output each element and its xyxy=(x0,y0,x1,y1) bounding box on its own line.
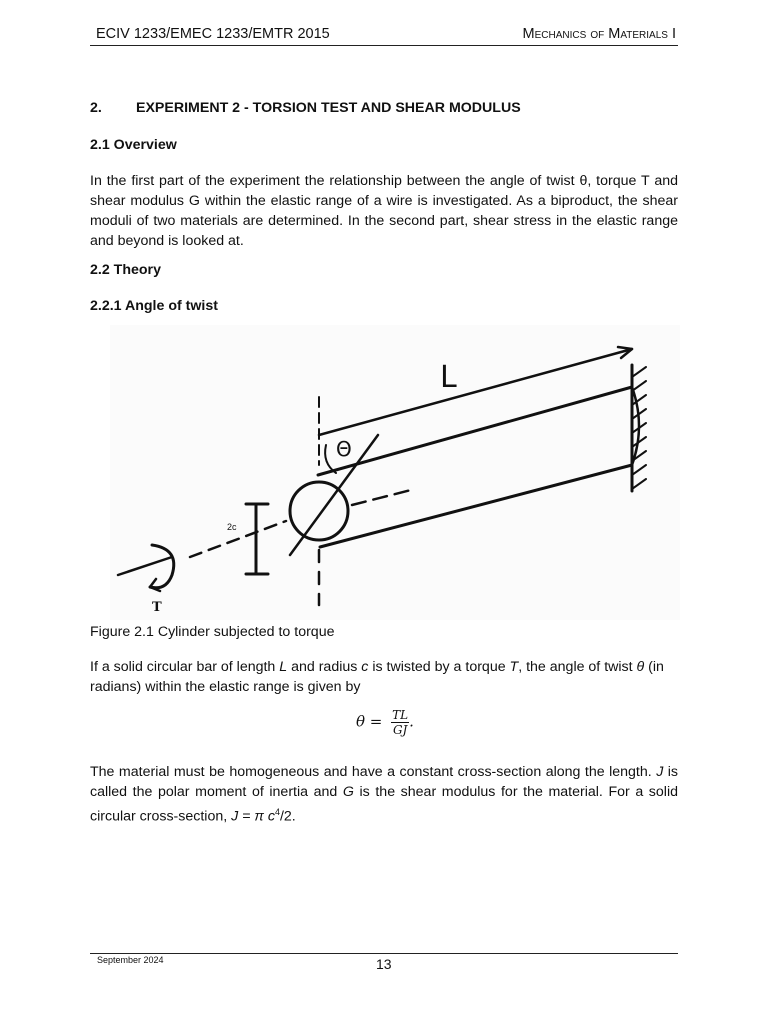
figure-background xyxy=(110,325,680,620)
equation-denominator: GJ xyxy=(392,723,408,737)
body-paragraph-1: If a solid circular bar of length L and radius c is twisted by a torque T, the angle of twist θ (in radians) within the elastic range is given by xyxy=(90,659,664,695)
equation-end: . xyxy=(409,712,414,731)
overview-heading: 2.1 Overview xyxy=(90,137,177,153)
angle-of-twist-equation xyxy=(356,708,414,737)
equation-lhs: θ = xyxy=(356,712,383,731)
page-number: 13 xyxy=(376,956,392,972)
angle-of-twist-heading: 2.2.1 Angle of twist xyxy=(90,298,218,314)
body-paragraph-2: The material must be homogeneous and have a constant cross-section along the length. J is called the polar moment of inertia and G is the shear modulus for the material. For a solid circular cross-section, J = π $c^4/2$. xyxy=(90,764,679,825)
angle-label: Θ xyxy=(336,437,352,461)
header-course-codes: ECIV 1233/EMEC 1233/EMTR 2015 xyxy=(96,26,330,42)
footer-divider xyxy=(90,953,678,954)
overview-paragraph: In the first part of the experiment the relationship between the angle of twist θ, torque T and shear modulus G within the elastic range of a wire is investigated. As a biproduct, the shear moduli of two materials are determined. In the second part, shear stress in the elastic range and beyond is looked at. xyxy=(90,173,678,249)
footer-date: September 2024 xyxy=(97,955,164,965)
diameter-label: 2c xyxy=(227,522,237,532)
section-number: 2. xyxy=(90,100,102,116)
section-title-text: EXPERIMENT 2 - TORSION TEST AND SHEAR MODULUS xyxy=(136,100,521,116)
torque-label: T xyxy=(152,600,162,615)
figure-caption: Figure 2.1 Cylinder subjected to torque xyxy=(90,624,335,640)
equation-numerator: TL xyxy=(392,708,409,722)
length-label: L xyxy=(440,360,457,395)
section-title xyxy=(90,100,521,116)
equation-fraction xyxy=(391,708,409,737)
header-divider xyxy=(90,45,678,46)
torsion-cylinder-figure xyxy=(110,325,680,620)
header-course-title: Mechanics of Materials I xyxy=(522,26,676,42)
theory-heading: 2.2 Theory xyxy=(90,262,161,278)
